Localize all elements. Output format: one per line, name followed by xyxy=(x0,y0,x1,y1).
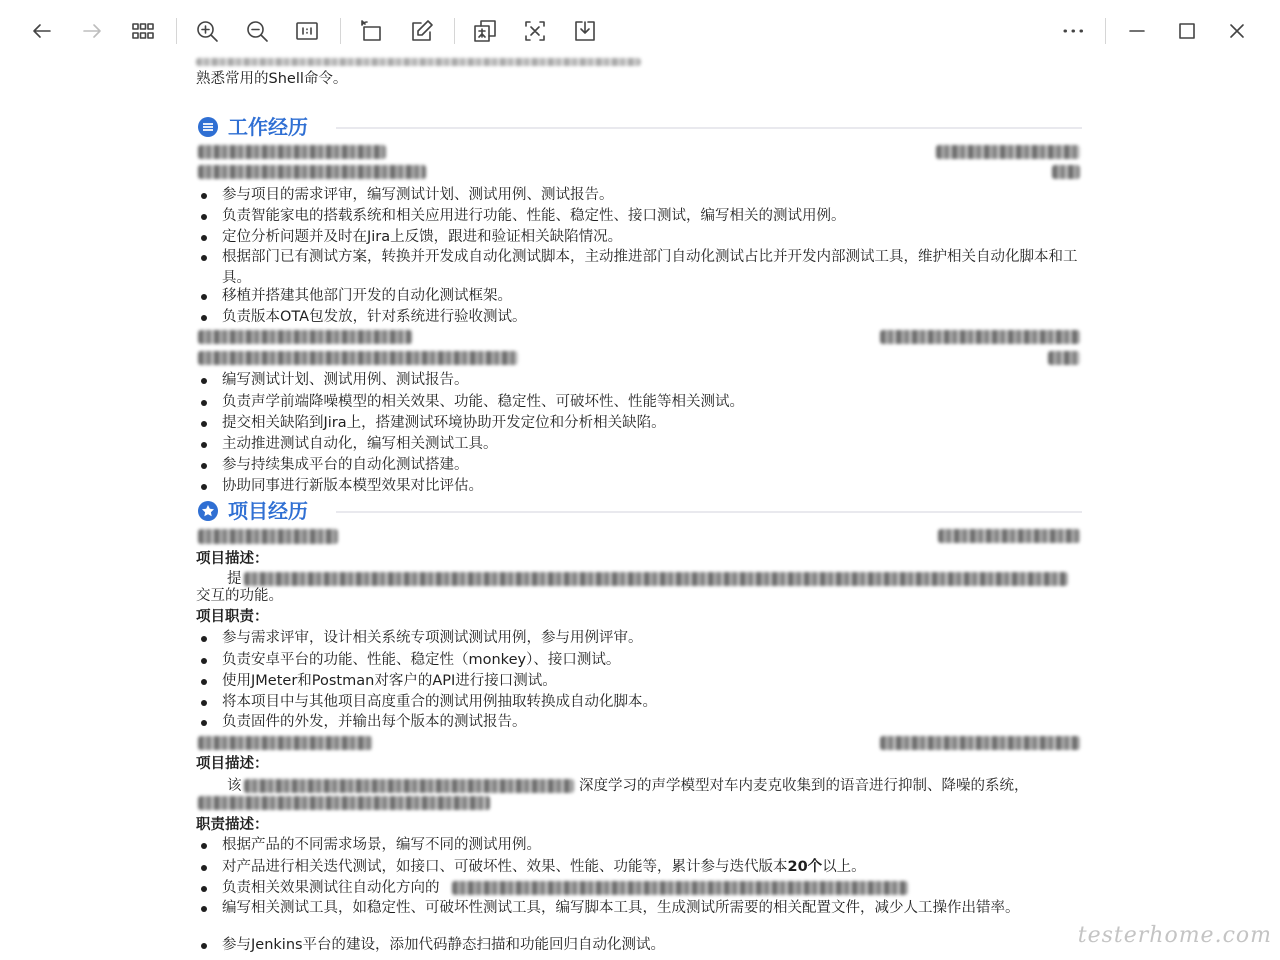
list-item: 根据部门已有测试方案，转换并开发成自动化测试脚本，主动推进部门自动化测试占比并开发内部测试工具，维护相关自动化脚本和工具。 xyxy=(196,247,1082,288)
toolbar-separator xyxy=(454,18,455,44)
redacted-description xyxy=(244,572,1068,586)
download-button[interactable] xyxy=(567,13,603,49)
list-item: 移植并搭建其他部门开发的自动化测试框架。 xyxy=(196,286,1082,307)
list-item: 协助同事进行新版本模型效果对比评估。 xyxy=(196,476,1082,497)
redacted-date xyxy=(936,145,1080,159)
desc-text-start: 该 xyxy=(227,778,242,794)
ocr-icon xyxy=(523,19,547,43)
list-item-text: 对产品进行相关迭代测试，如接口、可破坏性、效果、性能、功能等，累计参与迭代版本 xyxy=(222,859,788,875)
desc-text-start: 提 xyxy=(227,571,242,587)
redacted-position xyxy=(198,165,426,179)
list-item: 参与Jenkins平台的建设，添加代码静态扫描和功能回归自动化测试。 xyxy=(196,935,1082,956)
list-item: 主动推进测试自动化，编写相关测试工具。 xyxy=(196,434,1082,455)
redacted-location xyxy=(1052,165,1080,179)
grid-icon xyxy=(131,19,155,43)
duty-label: 职责描述： xyxy=(196,817,269,833)
redacted-position xyxy=(198,351,518,365)
viewer-toolbar xyxy=(0,0,1280,62)
list-item: 编写相关测试工具，如稳定性、可破坏性测试工具，编写脚本工具，生成测试所需要的相关配置文件，减少人工操作出错率。 xyxy=(196,898,1082,919)
forward-button[interactable] xyxy=(74,13,110,49)
close-icon xyxy=(1225,19,1249,43)
list-item-tail: 以上。 xyxy=(822,859,866,875)
more-icon xyxy=(1061,19,1085,43)
toolbar-separator xyxy=(340,18,341,44)
redacted-date xyxy=(880,736,1080,750)
list-item: 负责相关效果测试往自动化方向的 xyxy=(196,878,1082,899)
list-item: 负责版本OTA包发放，针对系统进行验收测试。 xyxy=(196,307,1082,328)
maximize-icon xyxy=(1175,19,1199,43)
list-item: 参与项目的需求评审，编写测试计划、测试用例、测试报告。 xyxy=(196,185,1082,206)
list-item: 将本项目中与其他项目高度重合的测试用例抽取转换成自动化脚本。 xyxy=(196,692,1082,713)
zoom-out-icon xyxy=(245,19,269,43)
list-item xyxy=(196,857,1082,878)
list-item: 负责声学前端降噪模型的相关效果、功能、稳定性、可破坏性、性能等相关测试。 xyxy=(196,392,1082,413)
list-item: 负责智能家电的搭载系统和相关应用进行功能、性能、稳定性、接口测试，编写相关的测试用例。 xyxy=(196,206,1082,227)
list-item: 根据产品的不同需求场景，编写不同的测试用例。 xyxy=(196,835,1082,856)
desc-label: 项目描述： xyxy=(196,551,269,567)
download-icon xyxy=(573,19,597,43)
actual-size-button[interactable] xyxy=(289,13,325,49)
list-item: 定位分析问题并及时在Jira上反馈，跟进和验证相关缺陷情况。 xyxy=(196,227,1082,248)
rotate-button[interactable] xyxy=(353,13,389,49)
redacted-company xyxy=(198,330,412,344)
desc-text-visible: 深度学习的声学模型对车内麦克收集到的语音进行抑制、降噪的系统， xyxy=(579,778,1029,794)
section-divider xyxy=(336,511,1082,513)
back-button[interactable] xyxy=(24,13,60,49)
duty-label: 项目职责： xyxy=(196,609,269,625)
zoom-out-button[interactable] xyxy=(239,13,275,49)
redacted-date xyxy=(880,330,1080,344)
list-icon xyxy=(198,117,218,137)
toolbar-separator xyxy=(1105,18,1106,44)
work-section-header xyxy=(196,113,1082,143)
arrow-right-icon xyxy=(80,19,104,43)
redacted-description xyxy=(244,779,574,793)
redacted-location xyxy=(1048,351,1080,365)
list-item: 编写测试计划、测试用例、测试报告。 xyxy=(196,370,1082,391)
zoom-in-icon xyxy=(195,19,219,43)
list-item: 提交相关缺陷到Jira上，搭建测试环境协助开发定位和分析相关缺陷。 xyxy=(196,413,1082,434)
section-title: 工作经历 xyxy=(228,115,308,139)
more-button[interactable] xyxy=(1055,13,1091,49)
edit-button[interactable] xyxy=(404,13,440,49)
list-item-bold: 20个 xyxy=(787,859,823,875)
minimize-icon xyxy=(1125,19,1149,43)
skill-line: 熟悉常用的Shell命令。 xyxy=(196,71,348,87)
redacted-project-name xyxy=(198,529,338,544)
maximize-button[interactable] xyxy=(1169,13,1205,49)
desc-text-end: 交互的功能。 xyxy=(196,588,283,604)
section-divider xyxy=(336,127,1082,129)
list-item: 参与持续集成平台的自动化测试搭建。 xyxy=(196,455,1082,476)
redacted-date xyxy=(938,529,1080,543)
translate-icon xyxy=(473,19,497,43)
zoom-in-button[interactable] xyxy=(189,13,225,49)
minimize-button[interactable] xyxy=(1119,13,1155,49)
toolbar-separator xyxy=(176,18,177,44)
rotate-icon xyxy=(359,19,383,43)
list-item: 使用JMeter和Postman对客户的API进行接口测试。 xyxy=(196,671,1082,692)
thumbnails-button[interactable] xyxy=(125,13,161,49)
translate-button[interactable] xyxy=(467,13,503,49)
watermark: testerhome.com xyxy=(1077,923,1272,948)
redacted-project-name xyxy=(198,736,372,750)
section-title: 项目经历 xyxy=(228,499,308,523)
redacted-text xyxy=(452,881,908,895)
close-button[interactable] xyxy=(1219,13,1255,49)
redacted-description xyxy=(198,796,490,810)
project-section-header xyxy=(196,497,1082,527)
star-icon xyxy=(198,501,218,521)
list-item: 负责安卓平台的功能、性能、稳定性（monkey）、接口测试。 xyxy=(196,650,1082,671)
ocr-button[interactable] xyxy=(517,13,553,49)
redacted-text xyxy=(196,58,641,66)
actual-size-icon xyxy=(295,19,319,43)
arrow-left-icon xyxy=(30,19,54,43)
redacted-company xyxy=(198,145,386,159)
desc-label: 项目描述： xyxy=(196,756,269,772)
edit-icon xyxy=(410,19,434,43)
list-item: 参与需求评审，设计相关系统专项测试测试用例，参与用例评审。 xyxy=(196,628,1082,649)
list-item: 负责固件的外发，并输出每个版本的测试报告。 xyxy=(196,712,1082,733)
